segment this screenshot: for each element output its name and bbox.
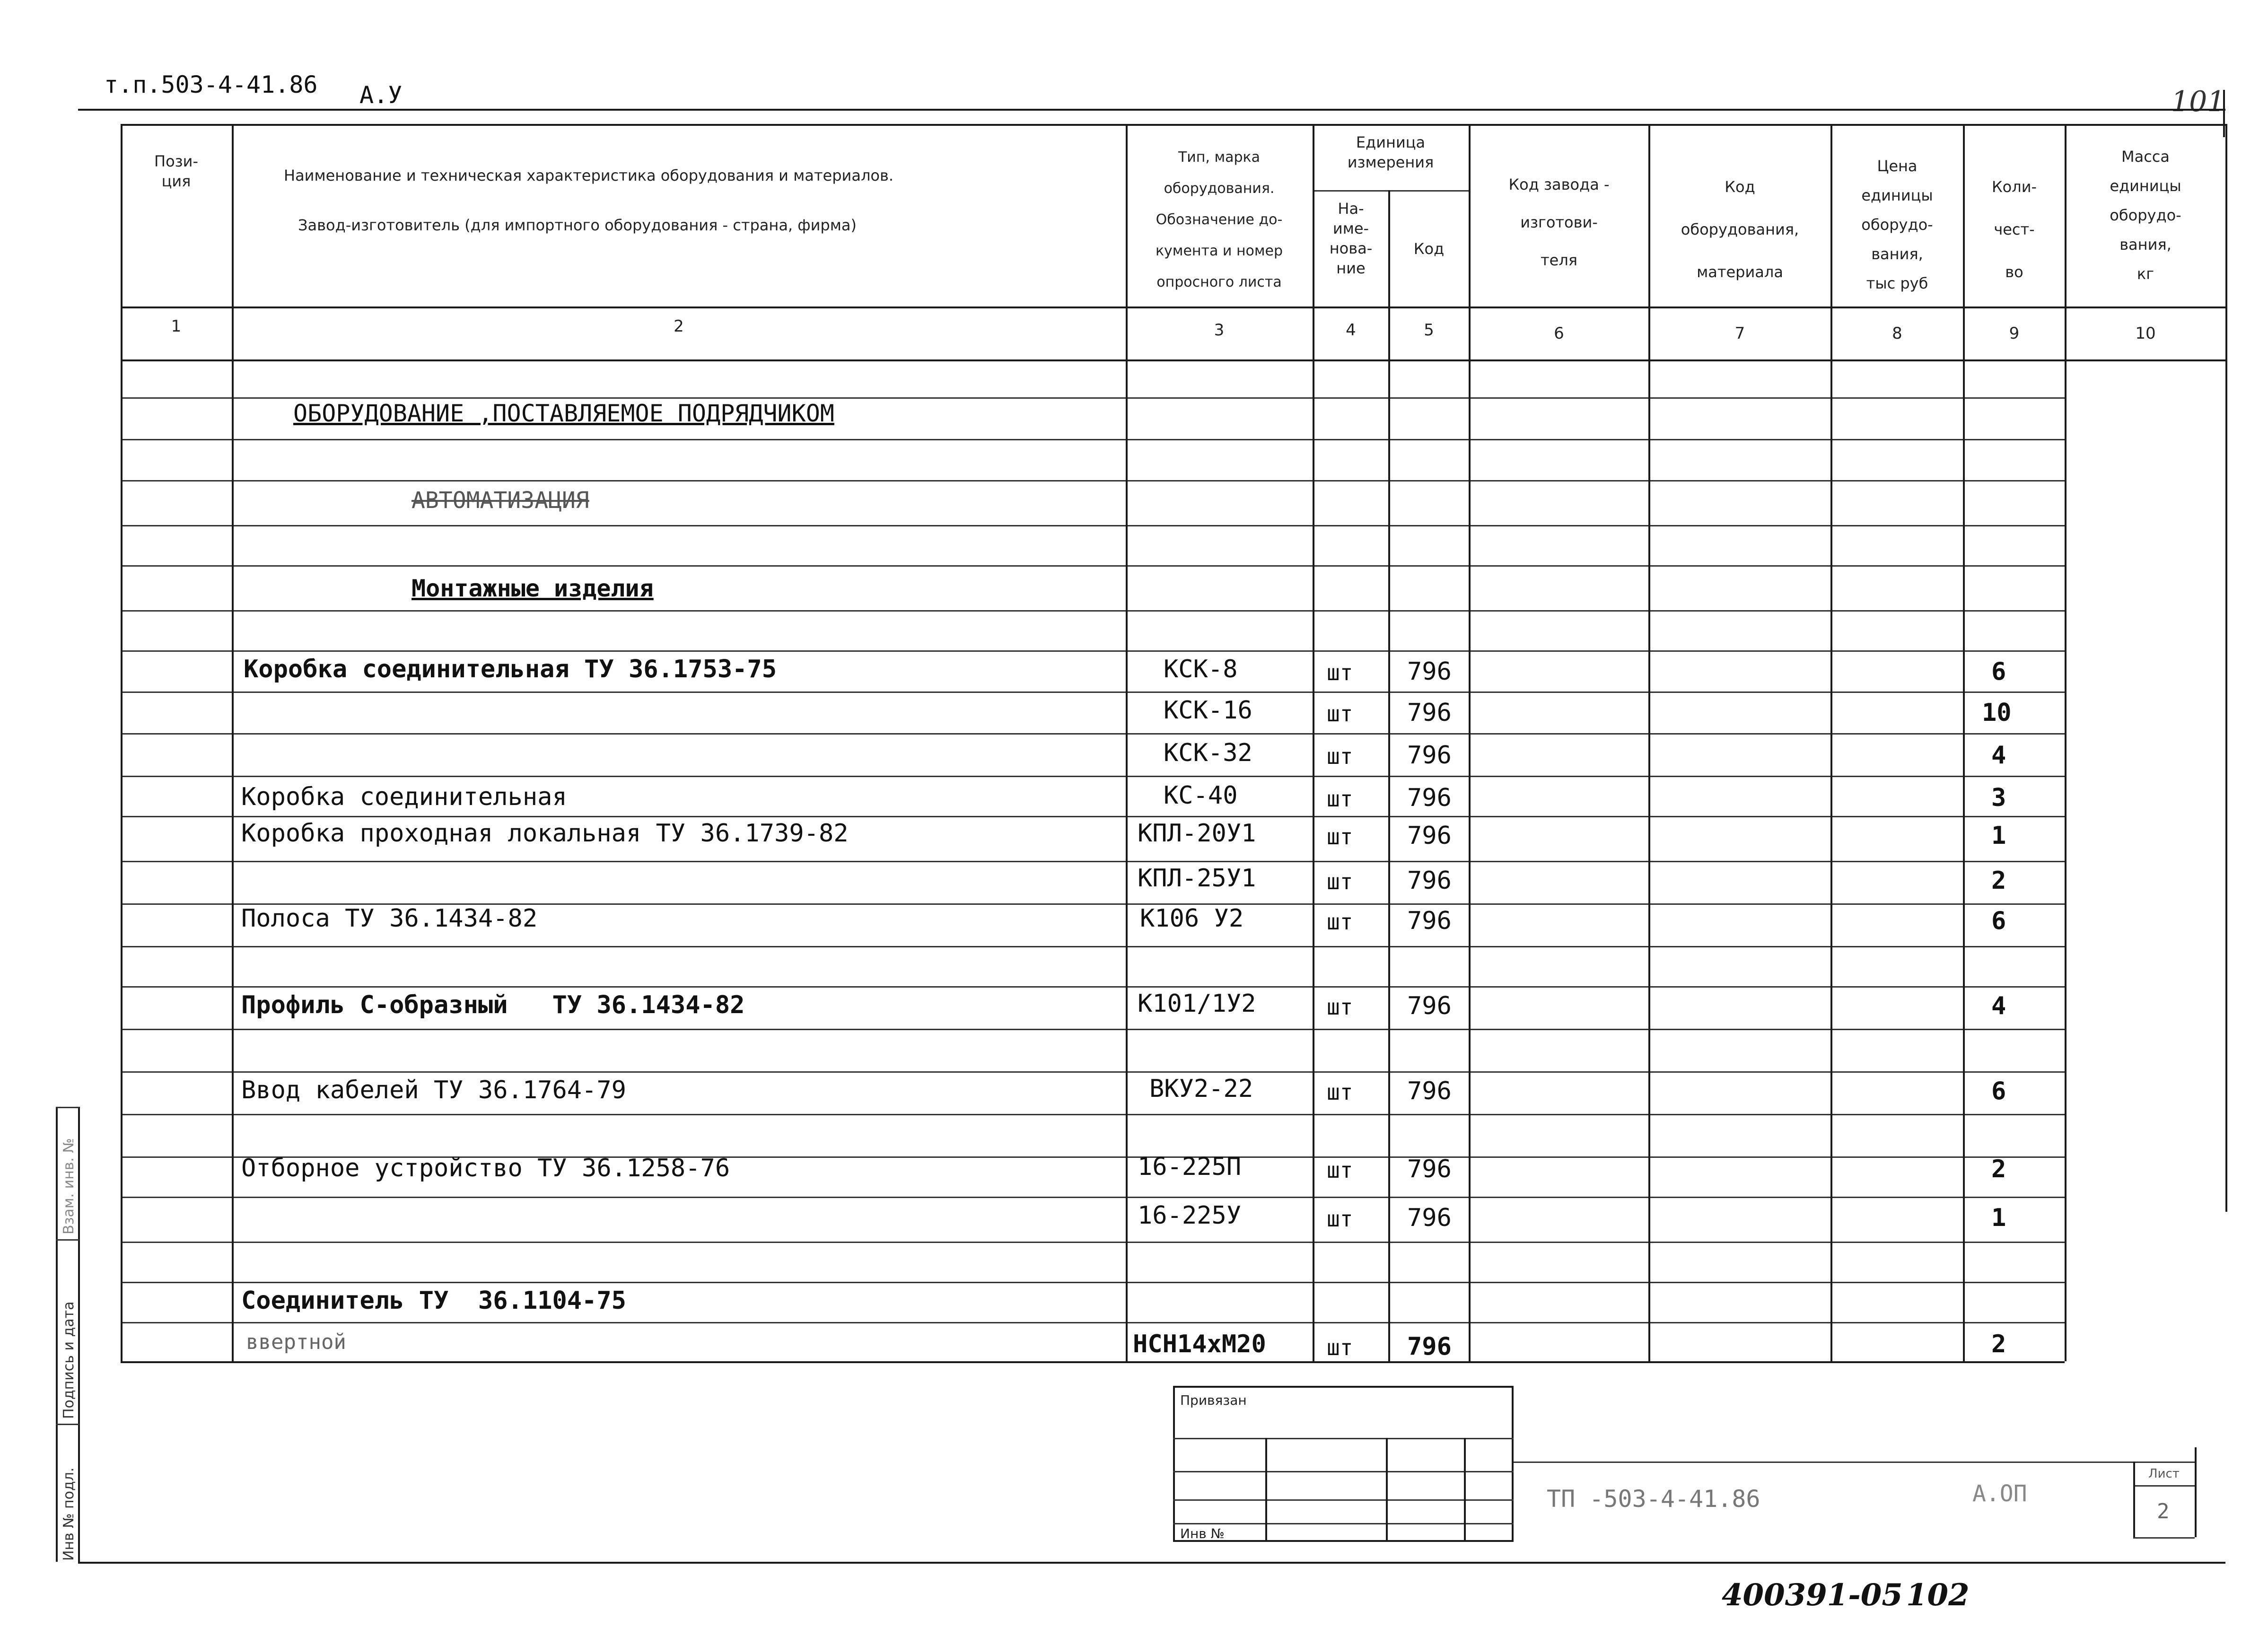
frame-top-line (78, 109, 2225, 111)
row-5-type: КПЛ-25У1 (1138, 864, 1256, 893)
unit-group-line (1313, 190, 1469, 192)
col-line-0 (121, 124, 123, 1361)
inv-label: Инв № (1180, 1526, 1225, 1541)
row-0-code: 796 (1407, 657, 1452, 686)
colnum-6: 6 (1554, 324, 1564, 343)
row-10-type: 16-225У (1138, 1201, 1242, 1230)
page-mark: 101 (2171, 85, 2225, 118)
row-6-name: Полоса ТУ 36.1434-82 (241, 904, 538, 933)
side-label-inv-orig: Инв № подл. (61, 1467, 77, 1561)
row-1-qty: 10 (1982, 699, 2012, 727)
col-line-5 (1469, 124, 1471, 1361)
row-8-name: Ввод кабелей ТУ 36.1764-79 (241, 1076, 626, 1104)
row-3-type: КС-40 (1164, 781, 1238, 810)
header-bottom-line (121, 306, 2225, 308)
col-line-1 (232, 124, 234, 1361)
row-12-name: ввертной (246, 1330, 346, 1354)
row-5-qty: 2 (1991, 867, 2006, 895)
row-2-qty: 4 (1991, 741, 2006, 770)
side-strip-line (56, 1107, 58, 1562)
row-9-name: Отборное устройство ТУ 36.1258-76 (241, 1154, 730, 1182)
col-line-10 (2225, 124, 2227, 1212)
row-0-type: КСК-8 (1164, 655, 1238, 683)
row-7-qty: 4 (1991, 992, 2006, 1020)
header-name-line1: Наименование и техническая характеристика оборудования и материалов. (284, 166, 893, 184)
row-0-unit: шт (1327, 660, 1353, 685)
row-3-name: Коробка соединительная (241, 783, 567, 811)
frame-left-line (78, 1107, 80, 1562)
row-1-type: КСК-16 (1164, 696, 1252, 725)
footer-document-code: ТП -503-4-41.86 (1547, 1485, 1760, 1513)
header-unit-code: Код (1413, 240, 1445, 258)
row-9-code: 796 (1407, 1155, 1452, 1183)
header-equipment-code: Код оборудования, материала (1681, 178, 1799, 281)
document-code: т.п.503-4-41.86 (104, 71, 318, 98)
colnum-3: 3 (1214, 321, 1225, 340)
section-supplied-by-contractor: ОБОРУДОВАНИЕ ,ПОСТАВЛЯЕМОЕ ПОДРЯДЧИКОМ (293, 400, 834, 427)
row-1-code: 796 (1407, 699, 1452, 727)
header-unit-name: На- име- нова- ние (1329, 200, 1373, 277)
section-mounting-products: Монтажные изделия (412, 575, 654, 602)
header-mass: Масса единицы оборудо- вания, кг (2110, 148, 2181, 283)
row-12-unit: шт (1327, 1335, 1353, 1360)
header-name-line2: Завод-изготовитель (для импортного оборудования - страна, фирма) (298, 216, 857, 234)
header-top-line (121, 124, 2225, 126)
side-label-signature: Подпись и дата (61, 1301, 77, 1419)
colnum-bottom-line (121, 359, 2225, 361)
row-11-name: Соединитель ТУ 36.1104-75 (241, 1287, 626, 1315)
row-5-code: 796 (1407, 867, 1452, 895)
row-7-name: Профиль С-образный ТУ 36.1434-82 (241, 991, 745, 1019)
header-quantity: Коли- чест- во (1991, 178, 2037, 281)
bound-label: Привязан (1180, 1392, 1247, 1408)
row-2-type: КСК-32 (1164, 739, 1252, 767)
row-10-code: 796 (1407, 1204, 1452, 1232)
header-price: Цена единицы оборудо- вания, тыс руб (1861, 157, 1933, 292)
archive-sheet: 102 (1906, 1577, 1970, 1613)
row-2-code: 796 (1407, 741, 1452, 770)
row-8-qty: 6 (1991, 1077, 2006, 1105)
row-12-code: 796 (1407, 1332, 1452, 1361)
col-line-7 (1830, 124, 1832, 1361)
colnum-2: 2 (674, 317, 684, 336)
row-3-qty: 3 (1991, 784, 2006, 812)
row-7-type: К101/1У2 (1138, 989, 1256, 1018)
col-line-9 (2065, 124, 2067, 1361)
row-9-unit: шт (1327, 1157, 1353, 1183)
row-10-qty: 1 (1991, 1204, 2006, 1232)
row-8-code: 796 (1407, 1077, 1452, 1105)
colnum-4: 4 (1346, 321, 1356, 340)
col-line-3 (1313, 124, 1314, 1361)
row-12-qty: 2 (1991, 1330, 2006, 1358)
footer-sheet-label: Лист (2148, 1467, 2180, 1481)
row-8-type: ВКУ2-22 (1149, 1075, 1253, 1103)
row-8-unit: шт (1327, 1079, 1353, 1105)
row-4-unit: шт (1327, 824, 1353, 849)
table-bottom-line (121, 1361, 2065, 1363)
row-7-code: 796 (1407, 992, 1452, 1020)
col-line-2 (1126, 124, 1128, 1361)
row-6-code: 796 (1407, 907, 1452, 935)
row-12-type: НСН14хМ20 (1133, 1330, 1266, 1358)
row-0-name: Коробка соединительная ТУ 36.1753-75 (244, 655, 777, 683)
col-line-6 (1648, 124, 1650, 1361)
section-mark: А.У (359, 81, 403, 109)
row-1-unit: шт (1327, 701, 1353, 726)
header-position: Пози- ция (154, 152, 198, 190)
row-10-unit: шт (1327, 1206, 1353, 1232)
row-3-code: 796 (1407, 784, 1452, 812)
col-line-8 (1963, 124, 1965, 1361)
row-6-qty: 6 (1991, 907, 2006, 935)
colnum-8: 8 (1892, 324, 1902, 343)
footer-section-code: А.ОП (1972, 1480, 2027, 1507)
row-3-unit: шт (1327, 786, 1353, 812)
colnum-10: 10 (2135, 324, 2156, 343)
title-block-top-line (1514, 1462, 2195, 1463)
row-4-code: 796 (1407, 822, 1452, 850)
row-9-qty: 2 (1991, 1155, 2006, 1183)
colnum-7: 7 (1734, 324, 1745, 343)
colnum-1: 1 (171, 317, 182, 336)
colnum-9: 9 (2009, 324, 2020, 343)
row-6-unit: шт (1327, 909, 1353, 935)
row-4-qty: 1 (1991, 822, 2006, 850)
colnum-5: 5 (1424, 321, 1434, 340)
archive-number: 400391-05 (1722, 1577, 1903, 1613)
row-4-type: КПЛ-20У1 (1138, 819, 1256, 848)
frame-bottom-line (78, 1562, 2225, 1564)
header-plant-code: Код завода - изготови- теля (1508, 175, 1610, 269)
frame-right-line (2223, 90, 2225, 137)
section-automation: АВТОМАТИЗАЦИЯ (412, 487, 589, 514)
row-5-unit: шт (1327, 869, 1353, 894)
header-type: Тип, марка оборудования. Обозначение до- кумента и номер опросного листа (1155, 149, 1283, 290)
footer-sheet-number: 2 (2157, 1499, 2170, 1523)
row-2-unit: шт (1327, 744, 1353, 769)
row-9-type: 16-225П (1138, 1153, 1242, 1181)
row-4-name: Коробка проходная локальная ТУ 36.1739-82 (241, 819, 849, 848)
row-0-qty: 6 (1991, 657, 2006, 686)
col-line-4 (1388, 190, 1390, 1361)
side-label-replacement: Взам. инв. № (61, 1138, 77, 1234)
row-6-type: К106 У2 (1140, 904, 1244, 933)
row-7-unit: шт (1327, 994, 1353, 1020)
header-unit-group: Единица измерения (1347, 133, 1434, 171)
